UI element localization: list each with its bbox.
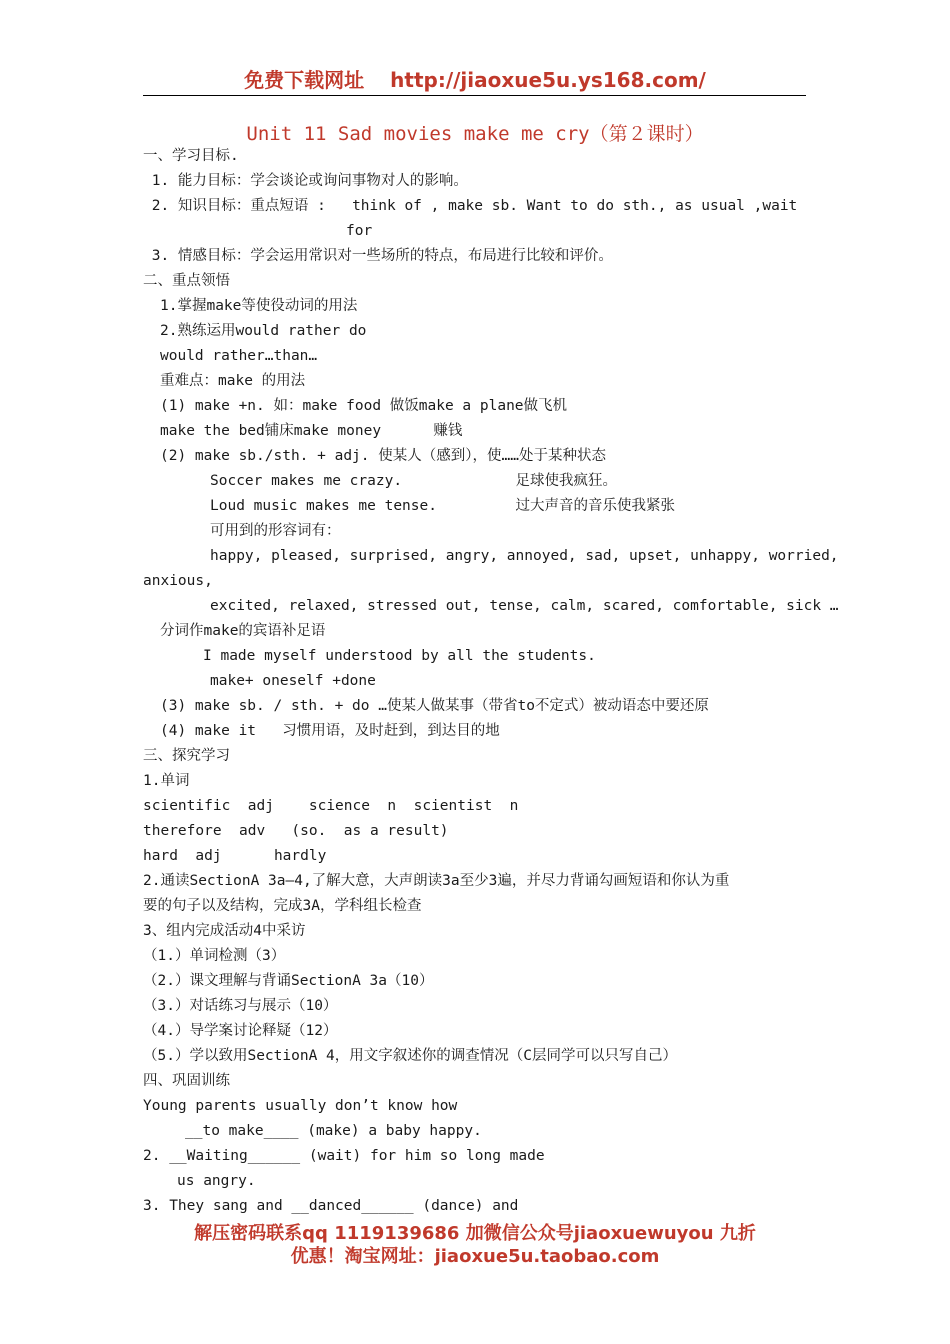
text-line: excited, relaxed, stressed out, tense, calm, scared, comfortable, sick … [210, 598, 839, 614]
text-line: anxious, [143, 573, 213, 589]
text-line: make the bed铺床make money 赚钱 [160, 423, 463, 439]
footer-line: 优惠！淘宝网址：jiaoxue5u.taobao.com [290, 1246, 660, 1267]
text-line: Young parents usually don’t know how [143, 1098, 458, 1114]
text-line: 2. __Waiting______ (wait) for him so long made [143, 1148, 545, 1164]
download-label: 免费下载网址 [244, 68, 365, 92]
section-heading-key-points: 二、重点领悟 [143, 273, 230, 289]
text-line: therefore adv (so. as a result) [143, 823, 449, 839]
text-line: happy, pleased, surprised, angry, annoyed, sad, upset, unhappy, worried, [210, 548, 839, 564]
text-line: scientific adj science n scientist n [143, 798, 519, 814]
section-heading-objectives: 一、学习目标. [143, 148, 239, 164]
text-line: （2.）课文理解与背诵SectionA 3a（10） [143, 973, 434, 989]
text-line: I made myself understood by all the students. [203, 648, 596, 664]
text-line: (2) make sb./sth. + adj. 使某人（感到），使……处于某种状态 [160, 448, 606, 464]
text-line: (1) make +n. 如：make food 做饭make a plane做飞机 [160, 398, 568, 414]
header-rule [143, 95, 806, 96]
text-line: （5.）学以致用SectionA 4，用文字叙述你的调查情况（C层同学可以只写自己） [143, 1048, 677, 1064]
text-line: hard adj hardly [143, 848, 327, 864]
text-line: 1.单词 [143, 773, 190, 789]
text-line: 3. 情感目标：学会运用常识对一些场所的特点，布局进行比较和评价。 [143, 248, 613, 264]
page-title: Unit 11 Sad movies make me cry（第２课时） [246, 123, 704, 145]
text-line: 3、组内完成活动4中采访 [143, 923, 306, 939]
text-line: (4) make it 习惯用语，及时赶到，到达目的地 [160, 723, 500, 739]
section-heading-practice: 四、巩固训练 [143, 1073, 230, 1089]
footer-line: 解压密码联系qq 1119139686 加微信公众号jiaoxuewuyou 九折 [194, 1223, 756, 1244]
text-line: would rather…than… [160, 348, 318, 364]
text-line: for [346, 223, 373, 239]
text-line: 3. They sang and __danced______ (dance) and [143, 1198, 519, 1214]
text-line: 2. 知识目标：重点短语 : think of , make sb. Want to do sth., as usual ,wait [143, 198, 798, 214]
text-line: 分词作make的宾语补足语 [160, 623, 326, 639]
text-line: 要的句子以及结构，完成3A，学科组长检查 [143, 898, 422, 914]
text-line: 2.通读SectionA 3a—4,了解大意，大声朗读3a至少3遍，并尽力背诵勾画短语和你认为重 [143, 873, 730, 889]
text-line: 重难点：make 的用法 [160, 373, 306, 389]
text-line: 可用到的形容词有： [210, 523, 341, 539]
text-line: （1.）单词检测（3） [143, 948, 286, 964]
text-line: (3) make sb. / sth. + do …使某人做某事（带省to不定式）被动语态中要还原 [160, 698, 709, 714]
text-line: Soccer makes me crazy. 足球使我疯狂。 [210, 473, 618, 489]
text-line: __to make____ (make) a baby happy. [185, 1123, 482, 1139]
text-line: （3.）对话练习与展示（10） [143, 998, 338, 1014]
text-line: Loud music makes me tense. 过大声音的音乐使我紧张 [210, 498, 676, 514]
text-line: 2.熟练运用would rather do [160, 323, 367, 339]
section-heading-inquiry: 三、探究学习 [143, 748, 230, 764]
text-line: 1.掌握make等使役动词的用法 [160, 298, 358, 314]
text-line: 1. 能力目标：学会谈论或询问事物对人的影响。 [143, 173, 468, 189]
download-url-link[interactable]: http://jiaoxue5u.ys168.com/ [390, 68, 706, 92]
text-line: us angry. [177, 1173, 256, 1189]
text-line: （4.）导学案讨论释疑（12） [143, 1023, 338, 1039]
text-line: make+ oneself +done [210, 673, 376, 689]
download-header [0, 64, 950, 93]
